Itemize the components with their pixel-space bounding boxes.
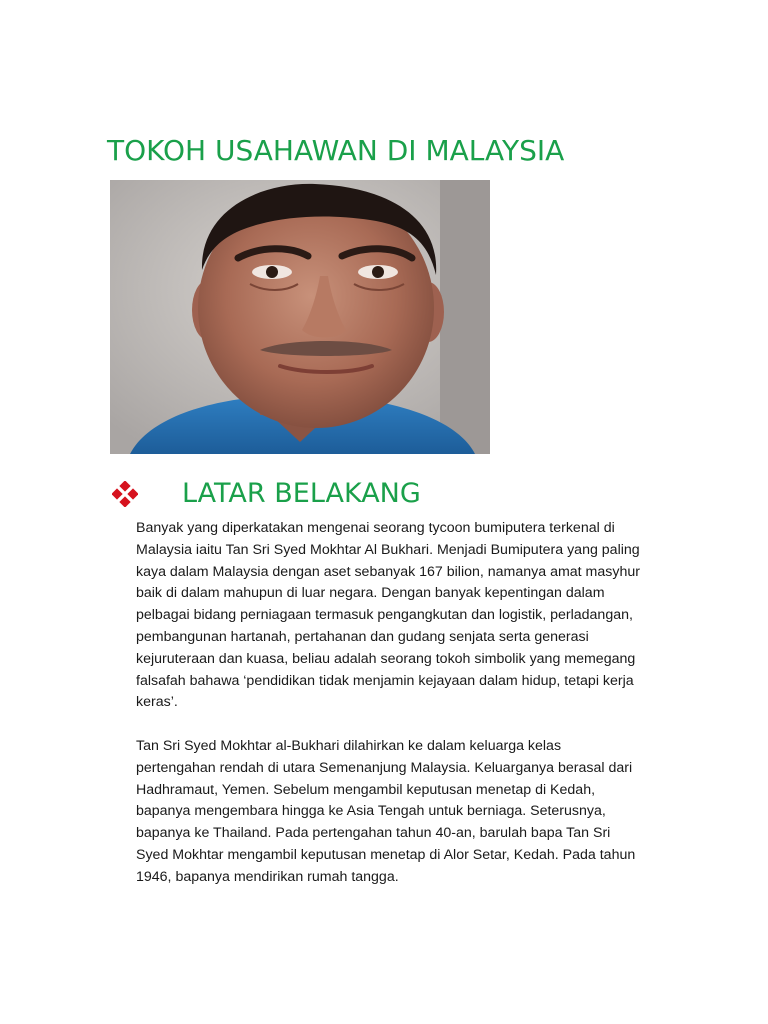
text-line: Syed Mokhtar mengambil keputusan menetap di Alor Setar, Kedah. Pada tahun <box>136 846 636 863</box>
section-heading <box>112 474 421 514</box>
text-line: bapanya ke Thailand. Pada pertengahan tahun 40-an, barulah bapa Tan Sri <box>136 825 611 842</box>
text-line: Tan Sri Syed Mokhtar al-Bukhari dilahirkan ke dalam keluarga kelas <box>136 737 562 754</box>
text-line: falsafah bahawa ‘pendidikan tidak menjamin kejayaan dalam hidup, tetapi kerja <box>136 672 634 689</box>
text-line: baik di dalam mahupun di luar negara. Dengan banyak kepentingan dalam <box>136 585 605 602</box>
text-line: 1946, bapanya mendirikan rumah tangga. <box>136 868 399 885</box>
text-line: kaya dalam Malaysia dengan aset sebanyak 167 bilion, namanya amat masyhur <box>136 563 640 580</box>
paragraph-background <box>136 518 676 714</box>
text-line: Banyak yang diperkatakan mengenai seorang tycoon bumiputera terkenal di <box>136 520 615 536</box>
text-line: pertengahan rendah di utara Semenanjung Malaysia. Keluarganya berasal dari <box>136 759 633 776</box>
text-line: pembangunan hartanah, pertahanan dan gudang senjata serta generasi <box>136 628 589 645</box>
paragraph-family <box>136 736 676 889</box>
text-line: kejuruteraan dan kuasa, beliau adalah seorang tokoh simbolik yang memegang <box>136 650 636 667</box>
text-line: keras’. <box>136 694 178 711</box>
text-line: Hadhramaut, Yemen. Sebelum mengambil keputusan menetap di Kedah, <box>136 781 596 798</box>
diamond-bullet-icon <box>112 481 138 507</box>
text-line: bapanya mengembara hingga ke Asia Tengah untuk berniaga. Seterusnya, <box>136 803 606 820</box>
text-line: pelbagai bidang perniagaan termasuk pengangkutan dan logistik, perladangan, <box>136 607 633 624</box>
section-title: LATAR BELAKANG <box>182 478 421 509</box>
body-text <box>136 518 676 889</box>
page-title: TOKOH USAHAWAN DI MALAYSIA <box>107 134 565 167</box>
text-line: Malaysia iaitu Tan Sri Syed Mokhtar Al Bukhari. Menjadi Bumiputera yang paling <box>136 541 640 558</box>
portrait-photo <box>110 180 490 454</box>
